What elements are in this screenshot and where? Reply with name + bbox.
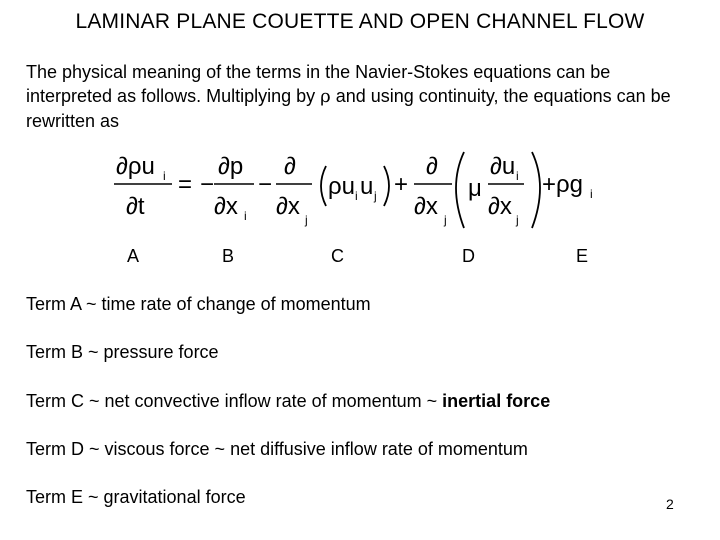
intro-text-end: and using continuity, the equations can be rewritten as [26, 86, 671, 131]
svg-text:∂p: ∂p [218, 153, 244, 180]
svg-text:i: i [516, 169, 519, 183]
svg-text:ρu: ρu [328, 173, 355, 200]
svg-text:j: j [305, 213, 308, 227]
svg-text:j: j [516, 213, 519, 227]
svg-text:u: u [360, 173, 374, 200]
term-label-b: B [222, 246, 235, 266]
svg-text:i: i [590, 187, 593, 201]
slide-title: LAMINAR PLANE COUETTE AND OPEN CHANNEL FLOW [75, 10, 645, 33]
svg-text:∂x: ∂x [276, 193, 300, 220]
svg-text:i: i [355, 189, 358, 203]
term-d-text: Term D ~ viscous force ~ net diffusive inflow rate of momentum [26, 439, 528, 459]
svg-text:μ: μ [468, 175, 482, 202]
term-label-d: D [462, 246, 475, 266]
svg-text:j: j [374, 189, 377, 203]
intro-text-start: The physical meaning of the terms in the Navier-Stokes equations can be interpreted as follows. Multiplying by [26, 62, 611, 106]
svg-text:−: − [200, 171, 215, 198]
rho-symbol: ρ [320, 86, 331, 107]
svg-text:∂t: ∂t [126, 193, 145, 220]
svg-text:i: i [244, 209, 247, 223]
term-b-text: Term B ~ pressure force [26, 342, 219, 362]
svg-text:j: j [444, 213, 447, 227]
navier-stokes-equation [108, 146, 608, 236]
svg-text:=: = [178, 171, 193, 198]
svg-text:i: i [163, 169, 166, 183]
term-b-description [26, 342, 219, 363]
term-c-text: Term C ~ net convective inflow rate of momentum ~ [26, 391, 443, 411]
page-number: 2 [666, 496, 674, 512]
svg-text:∂u: ∂u [490, 153, 516, 180]
term-e-text: Term E ~ gravitational force [26, 487, 246, 507]
svg-text:∂ρu: ∂ρu [116, 153, 155, 180]
term-a-description [26, 294, 371, 315]
intro-paragraph [26, 60, 686, 133]
term-label-a: A [127, 246, 140, 266]
term-e-description [26, 487, 246, 508]
svg-text:+: + [394, 171, 409, 198]
term-label-row [0, 246, 720, 272]
term-c-emphasis: inertial force [442, 391, 551, 411]
term-label-e: E [576, 246, 589, 266]
term-label-c: C [331, 246, 344, 266]
term-d-description [26, 439, 528, 460]
svg-text:+ρg: +ρg [542, 171, 584, 198]
svg-text:∂: ∂ [284, 153, 296, 180]
svg-text:∂x: ∂x [414, 193, 438, 220]
svg-text:∂x: ∂x [214, 193, 238, 220]
svg-text:−: − [258, 171, 273, 198]
svg-text:∂x: ∂x [488, 193, 512, 220]
term-c-description [26, 391, 550, 412]
svg-text:∂: ∂ [426, 153, 438, 180]
term-a-text: Term A ~ time rate of change of momentum [26, 294, 371, 314]
